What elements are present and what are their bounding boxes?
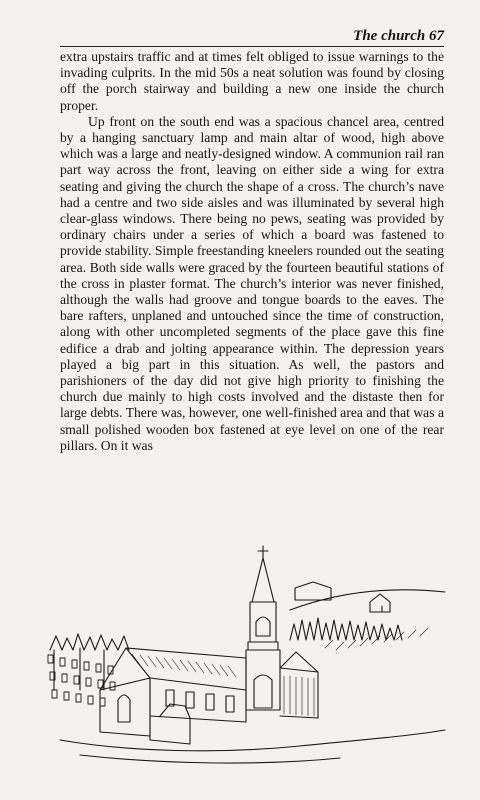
header-rule xyxy=(60,46,444,47)
paragraph-continuation: extra upstairs traffic and at times felt obliged to issue warnings to the invading culprits. In the mid 50s a neat solution was found by closing off the porch stairway and building a new one inside the church proper. xyxy=(60,49,444,113)
body-text xyxy=(60,49,444,454)
church-illustration xyxy=(40,540,450,770)
running-head: The church 67 xyxy=(353,28,444,44)
paragraph-chancel: Up front on the south end was a spacious chancel area, centred by a hanging sanctuary lamp and main altar of wood, high above which was a large and neatly-designed window. A communion rail ran part way across the front, leaving on either side a wing for extra seating and giving the church the shape of a cross. The church’s nave had a centre and two side aisles and was illuminated by several high clear-glass windows. There being no pews, seating was provided by ordinary chairs under a series of which a board was fastened to provide stability. Simple freestanding kneelers rounded out the seating area. Both side walls were graced by the fourteen beautiful stations of the cross in plaster format. The church’s interior was never finished, although the walls had groove and tongue boards to the eaves. The bare rafters, unplaned and untouched since the time of construction, along with other uncompleted segments of the place gave this fine edifice a drab and jolting appearance within. The depression years played a big part in this situation. As well, the pastors and parishioners of the day did not give high priority to finishing the church due mainly to high costs involved and the distaste then for large debts. There was, however, one well-finished area and that was a small polished wooden box fastened at eye level on one of the rear pillars. On it was xyxy=(60,113,444,453)
